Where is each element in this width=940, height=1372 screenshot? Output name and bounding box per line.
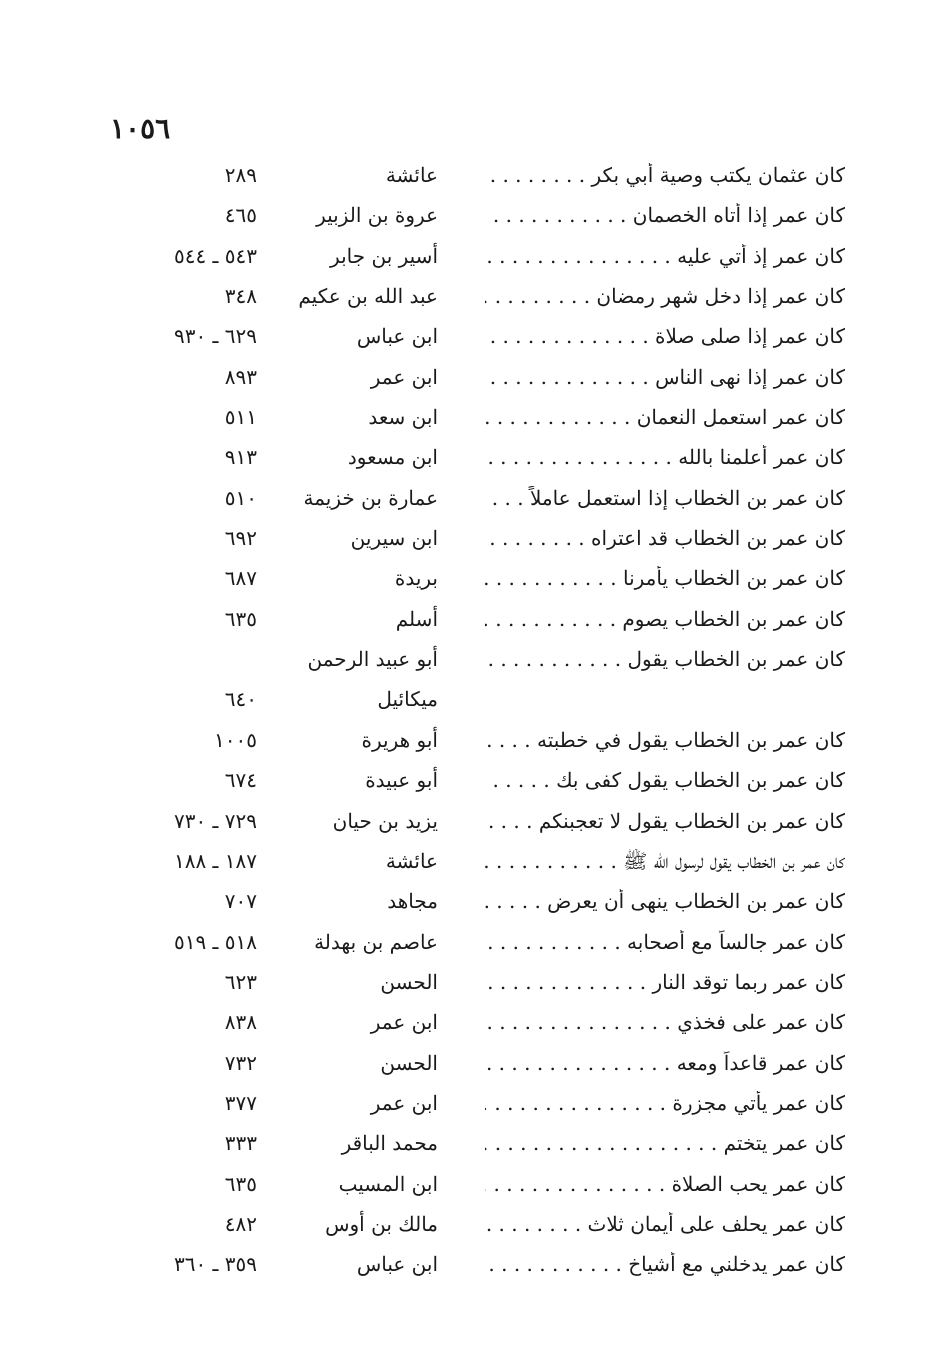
entry-pages: ٤٦٥ bbox=[224, 203, 257, 228]
entry-narrator: ابن مسعود bbox=[347, 445, 438, 470]
entry-narrator: أسلم bbox=[395, 606, 438, 631]
entry-narrator: ابن عباس bbox=[356, 1252, 438, 1277]
entry-pages: ٦٤٠ bbox=[224, 687, 257, 712]
entry-pages: ٥١٠ bbox=[224, 485, 257, 510]
entry-narrator: عبد الله بن عكيم bbox=[298, 284, 438, 309]
entry-narrator: عائشة bbox=[385, 163, 438, 187]
entry-text: كان عمر على فخذي . . . bbox=[485, 1010, 845, 1034]
entry-narrator: الحسن bbox=[380, 969, 438, 994]
index-row bbox=[0, 399, 940, 439]
entry-narrator: ابن عمر bbox=[370, 1010, 438, 1035]
entry-text: كان عمر يحب الصلاة . . . bbox=[485, 1172, 845, 1196]
index-row bbox=[0, 924, 940, 964]
index-row bbox=[0, 238, 940, 278]
index-row bbox=[0, 964, 940, 1004]
entry-pages: ٥١٨ ـ ٥١٩ bbox=[173, 929, 257, 954]
entry-text: كان عمر يتختم . . . bbox=[485, 1131, 845, 1155]
entry-narrator: مالك بن أوس bbox=[325, 1211, 438, 1236]
index-row bbox=[0, 520, 940, 560]
index-row bbox=[0, 681, 940, 721]
entry-text: كان عمر يحلف على أيمان ثلاث . . . bbox=[485, 1212, 845, 1236]
index-row bbox=[0, 439, 940, 479]
entry-text: كان عمر قاعداً ومعه . . . bbox=[485, 1051, 845, 1075]
entry-narrator: أسير بن جابر bbox=[330, 243, 438, 268]
index-row bbox=[0, 1045, 940, 1085]
entry-text: كان عمر بن الخطاب يقول لا تعجبنكم . . . bbox=[485, 809, 845, 833]
entry-text: كان عمر إذا أتاه الخصمان . . . bbox=[485, 203, 845, 227]
entry-text: كان عمر بن الخطاب يقول في خطبته . . . bbox=[485, 728, 845, 752]
entry-text: كان عمر استعمل النعمان . . . bbox=[485, 405, 845, 429]
index-row bbox=[0, 762, 940, 802]
index-row bbox=[0, 1004, 940, 1044]
index-row bbox=[0, 1206, 940, 1246]
entry-text: كان عمر إذا صلى صلاة . . . bbox=[485, 324, 845, 348]
entry-narrator: يزيد بن حيان bbox=[332, 808, 438, 833]
entry-narrator: مجاهد bbox=[387, 889, 438, 914]
entry-pages: ٧٠٧ bbox=[224, 889, 257, 914]
index-row bbox=[0, 278, 940, 318]
entry-pages: ٩١٣ bbox=[224, 445, 257, 470]
entry-text: كان عمر بن الخطاب قد اعتراه . . . bbox=[485, 526, 845, 550]
entry-narrator: عمارة بن خزيمة bbox=[303, 485, 438, 510]
entry-text: كان عمر جالساً مع أصحابه . . . bbox=[485, 930, 845, 954]
index-row bbox=[0, 197, 940, 237]
entry-text: كان عمر إذا نهى الناس . . . bbox=[485, 365, 845, 389]
entry-text: كان عمر ربما توقد النار . . . bbox=[485, 970, 845, 994]
entry-text: كان عثمان يكتب وصية أبي بكر . . . bbox=[485, 163, 845, 187]
entry-text: كان عمر أعلمنا بالله . . . bbox=[485, 445, 845, 469]
entry-narrator: الحسن bbox=[380, 1050, 438, 1075]
entry-pages: ٧٢٩ ـ ٧٣٠ bbox=[173, 808, 257, 833]
entry-pages: ١٠٠٥ bbox=[214, 727, 257, 752]
index-row bbox=[0, 1166, 940, 1206]
index-row bbox=[0, 601, 940, 641]
index-row bbox=[0, 1085, 940, 1125]
page-number: ١٠٥٦ bbox=[110, 112, 171, 145]
entry-pages: ٦٢٣ bbox=[224, 969, 257, 994]
entry-pages: ٣٧٧ bbox=[224, 1090, 257, 1115]
entry-pages: ٤٨٢ bbox=[224, 1211, 257, 1236]
entry-narrator: ابن المسيب bbox=[338, 1171, 438, 1196]
entry-pages: ٨٩٣ bbox=[224, 364, 257, 389]
index-row bbox=[0, 883, 940, 923]
index-row bbox=[0, 1125, 940, 1165]
index-row bbox=[0, 359, 940, 399]
entry-narrator: عروة بن الزبير bbox=[316, 203, 438, 228]
index-row bbox=[0, 803, 940, 843]
entry-text: كان عمر بن الخطاب يقول كفى بك . . . bbox=[485, 768, 845, 792]
entry-pages: ٧٣٢ bbox=[224, 1050, 257, 1075]
entry-narrator: ابن عمر bbox=[370, 364, 438, 389]
entry-text: كان عمر بن الخطاب يصوم . . . bbox=[485, 607, 845, 631]
entry-narrator: عاصم بن بهدلة bbox=[314, 929, 438, 954]
entry-pages: ٨٣٨ bbox=[224, 1010, 257, 1035]
entry-pages: ٣٣٣ bbox=[224, 1131, 257, 1156]
index-row bbox=[0, 1246, 940, 1286]
entry-narrator: أبو هريرة bbox=[361, 727, 438, 752]
entry-narrator: ميكائيل bbox=[377, 687, 438, 712]
index-row bbox=[0, 560, 940, 600]
index-row bbox=[0, 722, 940, 762]
entry-text: كان عمر يدخلني مع أشياخ . . . bbox=[485, 1252, 845, 1276]
entry-text: كان عمر يأتي مجزرة . . . bbox=[485, 1091, 845, 1115]
entry-pages: ٢٨٩ bbox=[224, 163, 257, 187]
entry-pages: ٦٩٢ bbox=[224, 526, 257, 551]
entry-narrator: بريدة bbox=[394, 566, 438, 591]
index-row bbox=[0, 641, 940, 681]
index-row bbox=[0, 157, 940, 197]
entry-text: كان عمر بن الخطاب يقول لرسول الله ﷺ . . . bbox=[485, 849, 845, 878]
index-row bbox=[0, 843, 940, 883]
entry-pages: ٥١١ bbox=[224, 405, 257, 430]
entry-narrator: أبو عبيدة bbox=[365, 768, 438, 793]
index-row bbox=[0, 480, 940, 520]
entry-pages: ١٨٧ ـ ١٨٨ bbox=[173, 848, 257, 873]
index-row bbox=[0, 318, 940, 358]
entry-text: كان عمر بن الخطاب إذا استعمل عاملاً . . . bbox=[485, 486, 845, 510]
index-list bbox=[0, 157, 940, 1287]
entry-pages: ٥٤٣ ـ ٥٤٤ bbox=[173, 243, 257, 268]
entry-pages: ٦٨٧ bbox=[224, 566, 257, 591]
entry-pages: ٦٧٤ bbox=[224, 768, 257, 793]
entry-text: كان عمر بن الخطاب يأمرنا . . . bbox=[485, 566, 845, 590]
entry-pages: ٣٤٨ bbox=[224, 284, 257, 309]
entry-narrator: عائشة bbox=[385, 848, 438, 873]
entry-pages: ٦٣٥ bbox=[224, 1171, 257, 1196]
entry-pages: ٣٥٩ ـ ٣٦٠ bbox=[173, 1252, 257, 1277]
entry-narrator: ابن سعد bbox=[368, 405, 438, 430]
entry-narrator: محمد الباقر bbox=[341, 1131, 438, 1156]
entry-text: كان عمر إذ أتي عليه . . . bbox=[485, 244, 845, 268]
entry-pages: ٦٣٥ bbox=[224, 606, 257, 631]
entry-text: كان عمر بن الخطاب يقول . . . bbox=[485, 647, 845, 671]
entry-text: كان عمر إذا دخل شهر رمضان . . . bbox=[485, 284, 845, 308]
entry-narrator: ابن سيرين bbox=[350, 526, 438, 551]
entry-narrator: ابن عباس bbox=[356, 324, 438, 349]
entry-narrator: ابن عمر bbox=[370, 1090, 438, 1115]
entry-pages: ٦٢٩ ـ ٩٣٠ bbox=[173, 324, 257, 349]
entry-text: كان عمر بن الخطاب ينهى أن يعرض . . . bbox=[485, 889, 845, 913]
entry-narrator: أبو عبيد الرحمن bbox=[307, 647, 438, 672]
